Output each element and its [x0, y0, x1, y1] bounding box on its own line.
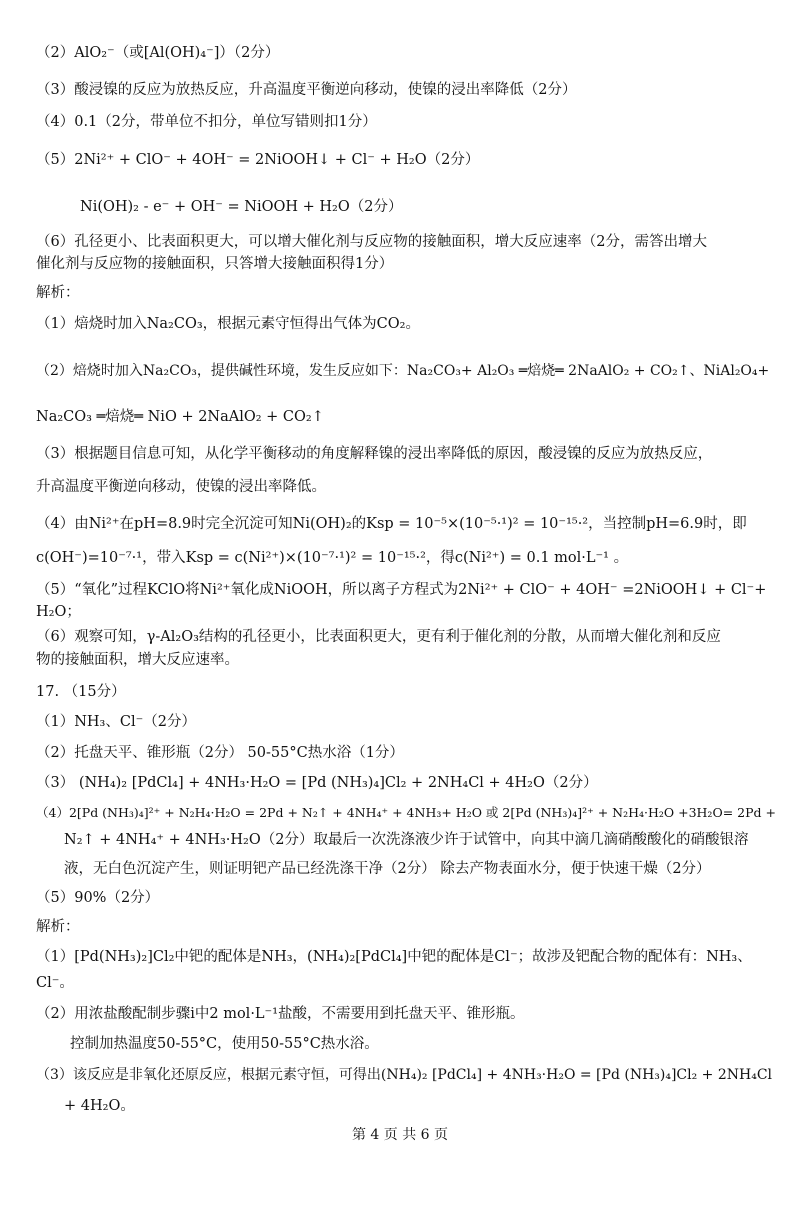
- text-line: c(OH⁻)=10⁻⁷·¹，带入Ksp = c(Ni²⁺)×(10⁻⁷·¹)² = 10⁻¹⁵·²，得c(Ni²⁺) = 0.1 mol·L⁻¹ 。: [36, 550, 629, 566]
- question-heading: 17. （15分）: [36, 684, 126, 700]
- page-footer: 第 4 页 共 6 页: [351, 1127, 449, 1143]
- text-line: 升高温度平衡逆向移动，使镍的浸出率降低。: [36, 479, 326, 495]
- text-line: （5）2Ni²⁺ + ClO⁻ + 4OH⁻ = 2NiOOH↓ + Cl⁻ + H₂O（2分）: [36, 152, 480, 168]
- text-line: （4）0.1（2分，带单位不扣分，单位写错则扣1分）: [36, 114, 377, 130]
- text-line: （3） (NH₄)₂ [PdCl₄] + 4NH₃·H₂O = [Pd (NH₃)₄]Cl₂ + 2NH₄Cl + 4H₂O（2分）: [36, 775, 598, 791]
- text-line: （3）根据题目信息可知，从化学平衡移动的角度解释镍的浸出率降低的原因，酸浸镍的反应为放热反应，: [36, 446, 713, 462]
- text-line: Cl⁻。: [36, 975, 74, 991]
- text-line: + 4H₂O。: [64, 1098, 135, 1114]
- text-line: （3）该反应是非氧化还原反应，根据元素守恒，可得出(NH₄)₂ [PdCl₄] + 4NH₃·H₂O = [Pd (NH₃)₄]Cl₂ + 2NH₄Cl: [36, 1067, 773, 1083]
- text-line: （6）观察可知，γ-Al₂O₃结构的孔径更小，比表面积更大，更有利于催化剂的分散，从而增大催化剂和反应: [36, 629, 721, 645]
- text-line: 控制加热温度50-55°C，使用50-55°C热水浴。: [70, 1036, 379, 1052]
- text-line: （6）孔径更小、比表面积更大，可以增大催化剂与反应物的接触面积，增大反应速率（2分，需答出增大: [36, 234, 707, 250]
- text-line: H₂O；: [36, 604, 81, 620]
- text-line: 液，无白色沉淀产生，则证明钯产品已经洗涤干净（2分） 除去产物表面水分，便于快速干燥（2分）: [64, 861, 711, 877]
- text-line: （1）[Pd(NH₃)₂]Cl₂中钯的配体是NH₃，(NH₄)₂[PdCl₄]中钯的配体是Cl⁻；故涉及钯配合物的配体有：NH₃、: [36, 949, 752, 965]
- text-line: （2）焙烧时加入Na₂CO₃，提供碱性环境，发生反应如下：Na₂CO₃+ Al₂O₃ ═焙烧═ 2NaAlO₂ + CO₂↑、NiAl₂O₄+: [36, 363, 770, 379]
- text-line: （4）由Ni²⁺在pH=8.9时完全沉淀可知Ni(OH)₂的Ksp = 10⁻⁵×(10⁻⁵·¹)² = 10⁻¹⁵·²，当控制pH=6.9时，即: [36, 516, 747, 532]
- text-line: （4）2[Pd (NH₃)₄]²⁺ + N₂H₄·H₂O = 2Pd + N₂↑ + 4NH₄⁺ + 4NH₃+ H₂O 或 2[Pd (NH₃)₄]²⁺ + N₂H₄·H₂O +3H₂O= 2Pd +: [36, 805, 776, 820]
- text-line: （5）“氧化”过程KClO将Ni²⁺氧化成NiOOH，所以离子方程式为2Ni²⁺ + ClO⁻ + 4OH⁻ =2NiOOH↓ + Cl⁻+: [36, 582, 767, 598]
- section-label: 解析：: [36, 919, 80, 935]
- text-line: （2）AlO₂⁻（或[Al(OH)₄⁻]）（2分）: [36, 45, 280, 61]
- text-line: Na₂CO₃ ═焙烧═ NiO + 2NaAlO₂ + CO₂↑: [36, 409, 324, 425]
- text-line: （5）90%（2分）: [36, 890, 160, 906]
- text-line: （1）焙烧时加入Na₂CO₃，根据元素守恒得出气体为CO₂。: [36, 316, 420, 332]
- text-line: N₂↑ + 4NH₄⁺ + 4NH₃·H₂O（2分）取最后一次洗涤液少许于试管中，向其中滴几滴硝酸酸化的硝酸银溶: [64, 832, 749, 848]
- text-line: （1）NH₃、Cl⁻（2分）: [36, 714, 196, 730]
- text-line: （3）酸浸镍的反应为放热反应，升高温度平衡逆向移动，使镍的浸出率降低（2分）: [36, 82, 577, 98]
- text-line: Ni(OH)₂ - e⁻ + OH⁻ = NiOOH + H₂O（2分）: [80, 199, 403, 215]
- text-line: （2）托盘天平、锥形瓶（2分） 50-55°C热水浴（1分）: [36, 745, 404, 761]
- text-line: 物的接触面积，增大反应速率。: [36, 652, 239, 668]
- section-label: 解析：: [36, 285, 80, 301]
- text-line: 催化剂与反应物的接触面积，只答增大接触面积得1分）: [36, 256, 394, 272]
- text-line: （2）用浓盐酸配制步骤i中2 mol·L⁻¹盐酸，不需要用到托盘天平、锥形瓶。: [36, 1006, 525, 1022]
